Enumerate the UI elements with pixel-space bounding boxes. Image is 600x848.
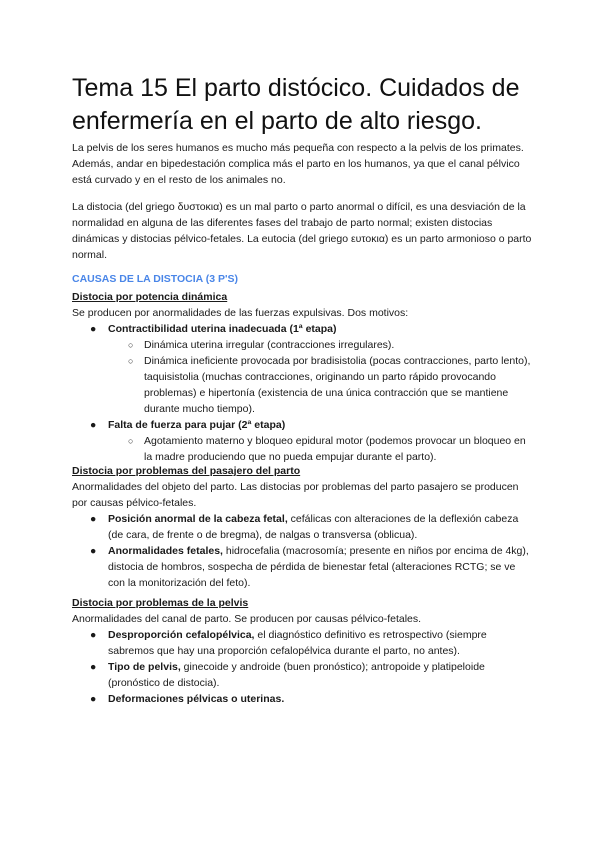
list-item-bold: Contractibilidad uterina inadecuada (1ª etapa) [108,323,337,335]
bullet-icon: ● [90,513,97,525]
bullet-icon: ● [90,545,97,557]
section-heading: CAUSAS DE LA DISTOCIA (3 P'S) [72,273,239,285]
hollow-bullet-icon: ○ [128,356,134,366]
bullet-icon: ● [90,629,97,641]
bullet-icon: ● [90,661,97,673]
subsection-heading: Distocia por problemas del pasajero del parto [72,465,301,477]
list-item-bold: Tipo de pelvis, [108,661,181,673]
sub-list-item [72,433,532,465]
cause-list [72,511,532,591]
list-item [72,543,532,591]
intro-paragraph-1 [72,140,532,188]
list-item-bold: Desproporción cefalopélvica, [108,629,255,641]
bullet-icon: ● [90,419,97,431]
list-item [72,659,532,691]
section-pelvis [72,595,532,707]
list-item-bold: Falta de fuerza para pujar (2ª etapa) [108,419,286,431]
subsection-description: Anormalidades del canal de parto. Se producen por causas pélvico-fetales. [72,613,422,625]
section-potencia-dinamica [72,289,532,465]
intro-paragraph-2 [72,199,532,263]
list-item-text: hidrocefalia (macrosomía; presente en niños por encima de 4kg), distocia de hombros, sospecha de pérdida de bienestar fetal (alteraciones RCTG; se ve con la monitorización del feto). [108,545,529,589]
section-pasajero [72,463,532,591]
hollow-bullet-icon: ○ [128,340,134,350]
sub-list-item [72,353,532,417]
list-item-bold: Deformaciones pélvicas o uterinas. [108,693,285,705]
sub-list-text: Dinámica uterina irregular (contracciones irregulares). [144,339,395,351]
intro-text-2: La distocia (del griego δυστοκια) es un mal parto o parto anormal o difícil, es una desviación de la normalidad en alguna de las diferentes fases del trabajo de parto normal; existen distocias dinámicas y distocias pélvico-fetales. La eutocia (del griego ευτοκια) es un parto armonioso o parto normal. [72,201,532,261]
page-title: Tema 15 El parto distócico. Cuidados de enfermería en el parto de alto riesgo. [72,74,520,135]
subsection-description: Anormalidades del objeto del parto. Las distocias por problemas del parto pasajero se producen por causas pélvico-fetales. [72,481,519,509]
bullet-icon: ● [90,693,97,705]
bullet-icon: ● [90,323,97,335]
hollow-bullet-icon: ○ [128,436,134,446]
sub-list-text: Dinámica ineficiente provocada por bradisistolia (pocas contracciones, parto lento), taquisistolia (muchas contracciones, originando un parto rápido provocando problemas) e hipertonía (existencia de una única contracción que se mantiene durante mucho tiempo). [144,355,531,415]
list-item [72,627,532,659]
list-item [72,417,532,433]
sub-list-item [72,337,532,353]
sub-list-text: Agotamiento materno y bloqueo epidural motor (podemos provocar un bloqueo en la madre produciendo que no pueda empujar durante el parto). [144,435,526,463]
list-item-text: el diagnóstico definitivo es retrospectivo (siempre sabremos que hay una proporción cefalopélvica durante el parto, no antes). [108,629,487,657]
cause-list [72,627,532,707]
list-item-text: ginecoide y androide (buen pronóstico); antropoide y platipeloide (pronóstico de distocia). [108,661,485,689]
cause-list [72,321,532,465]
list-item-bold: Anormalidades fetales, [108,545,223,557]
intro-text-1: La pelvis de los seres humanos es mucho más pequeña con respecto a la pelvis de los primates. Además, andar en bipedestación complica más el parto en los humanos, ya que el canal pélvico está curvado y en el resto de los animales no. [72,142,524,186]
subsection-heading: Distocia por problemas de la pelvis [72,597,249,609]
list-item [72,321,532,337]
list-item-bold: Posición anormal de la cabeza fetal, [108,513,288,525]
list-item [72,691,532,707]
list-item-text: cefálicas con alteraciones de la deflexión cabeza (de cara, de frente o de bregma), de nalgas o transversa (oblicua). [108,513,519,541]
subsection-description: Se producen por anormalidades de las fuerzas expulsivas. Dos motivos: [72,307,409,319]
list-item [72,511,532,543]
subsection-heading: Distocia por potencia dinámica [72,291,228,303]
